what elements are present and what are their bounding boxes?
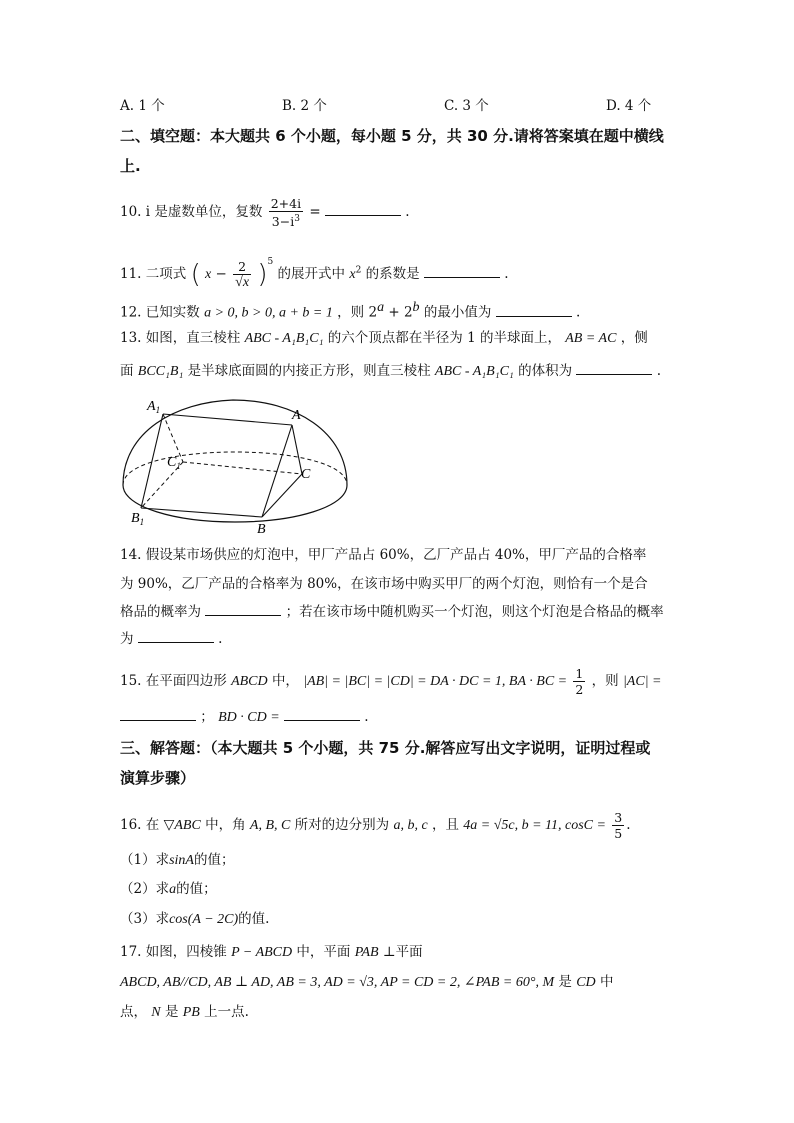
answer-blank (284, 706, 360, 721)
label-c: C (301, 467, 311, 482)
question-number: 11. (120, 266, 142, 282)
answer-blank (120, 706, 196, 721)
question-17-line2: ABCD, AB//CD, AB ⊥ AD, AB = 3, AD = √3, AP = CD = 2, ∠PAB = 60°, M 是 CD 中 (120, 974, 614, 990)
label-b1: $B_1$ (131, 511, 145, 527)
hemisphere-prism-figure (115, 392, 355, 537)
question-16-part1: （1）求sinA的值； (120, 852, 235, 868)
question-number: 12. (120, 304, 142, 321)
question-number: 15. (120, 673, 142, 689)
edge-c1-c (183, 462, 302, 474)
question-16-part3: （3）求cos(A − 2C)的值. (120, 911, 270, 927)
label-a1: $A_1$ (147, 399, 161, 415)
equals-sign: = (309, 204, 321, 221)
edge-a1-a (163, 414, 292, 425)
section3-heading-line2: 演算步骤） (120, 769, 196, 787)
question-12: 12. 已知实数 a > 0, b > 0, a + b = 1 ，则 $2^a + 2^b$ 的最小值为 . (120, 300, 581, 321)
question-text: 二项式 (145, 266, 187, 282)
answer-blank (138, 628, 214, 643)
answer-blank (205, 601, 281, 616)
question-11: 11. 二项式 ( x − $\frac{2}{√x}$ )$^5$ 的展开式中 $x^2$ 的系数是 . (120, 257, 509, 290)
fraction: $\frac{3}{5}$ (614, 810, 623, 841)
question-number: 17. (120, 944, 142, 960)
edge-a1-b1 (141, 414, 163, 508)
option-a: A. 1 个 (120, 98, 165, 114)
question-16: 16. 在 ▽ABC 中，角 A, B, C 所对的边分别为 a, b, c ，且 4a = √5c, b = 11, cosC = $\frac{3}{5}$ . (120, 810, 631, 841)
question-14-line1: 14. 假设某市场供应的灯泡中，甲厂产品占 60%，乙厂产品占 40%，甲厂产品的合格率 (120, 547, 647, 563)
edge-c-b (262, 474, 302, 517)
question-14-line4: 为 . (120, 628, 222, 649)
label-a: A (292, 408, 301, 423)
fraction-numerator: 2+4i (270, 196, 302, 211)
answer-blank (325, 201, 401, 216)
question-10: 10. i 是虚数单位，复数 $\frac{2+4i}{3-i^3}$ = . (120, 196, 410, 230)
answer-blank (424, 263, 500, 278)
left-paren: ( (190, 259, 201, 290)
question-number: 16. (120, 817, 142, 833)
section2-heading-line2: 上. (120, 157, 141, 175)
question-15-line2: ； BD · CD = . (120, 706, 369, 728)
question-17-line3: 点， N 是 PB 上一点. (120, 1004, 249, 1020)
section2-heading-line1: 二、填空题：本大题共 6 个小题，每小题 5 分，共 30 分.请将答案填在题中横线 (120, 127, 664, 145)
fraction-denominator: $3-i^3$ (271, 214, 300, 230)
question-number: 14. (120, 547, 142, 563)
fraction: $\frac{1}{2}$ (575, 666, 584, 697)
question-13-line1: 13. 如图，直三棱柱 ABC - A₁B₁C₁ 的六个顶点都在半径为 1 的半球面上， AB = AC ，侧 (120, 330, 648, 346)
condition: a > 0, b > 0, a + b = 1 (204, 305, 333, 321)
answer-blank (496, 302, 572, 317)
question-13-line2: 面 BCC₁B₁ 是半球底面圆的内接正方形，则直三棱柱 ABC - A₁B₁C₁ 的体积为 . (120, 360, 661, 382)
question-15-line1: 15. 在平面四边形 ABCD 中， |AB| = |BC| = |CD| = DA · DC = 1, BA · BC = $\frac{1}{2}$ ，则 |AC| = (120, 666, 662, 697)
question-text: i 是虚数单位，复数 (145, 204, 263, 221)
question-17-line1: 17. 如图，四棱锥 P − ABCD 中，平面 PAB ⊥平面 (120, 944, 423, 960)
question-14-line2: 为 90%，乙厂产品的合格率为 80%，在该市场中购买甲厂的两个灯泡，则恰有一个是合 (120, 576, 648, 592)
fraction (269, 196, 303, 229)
label-c1: $C_1$ (167, 455, 181, 471)
option-b: B. 2 个 (282, 98, 327, 114)
base-ellipse-back (123, 452, 347, 485)
question-16-part2: （2）求a的值； (120, 881, 217, 897)
option-c: C. 3 个 (444, 98, 489, 114)
question-number: 10. (120, 204, 142, 221)
question-14-line3: 格品的概率为 ；若在该市场中随机购买一个灯泡，则这个灯泡是合格品的概率 (120, 601, 664, 622)
answer-blank (576, 360, 652, 375)
option-d: D. 4 个 (606, 98, 652, 114)
right-paren: ) (257, 259, 268, 290)
vector-expression: |AB| = |BC| = |CD| = DA · DC = 1, BA · BC = (303, 674, 568, 689)
question-number: 13. (120, 330, 142, 346)
section3-heading-line1: 三、解答题：（本大题共 5 个小题，共 75 分.解答应写出文字说明，证明过程或 (120, 739, 651, 757)
fraction: $\frac{2}{√x}$ (235, 259, 250, 290)
label-b: B (257, 522, 266, 537)
